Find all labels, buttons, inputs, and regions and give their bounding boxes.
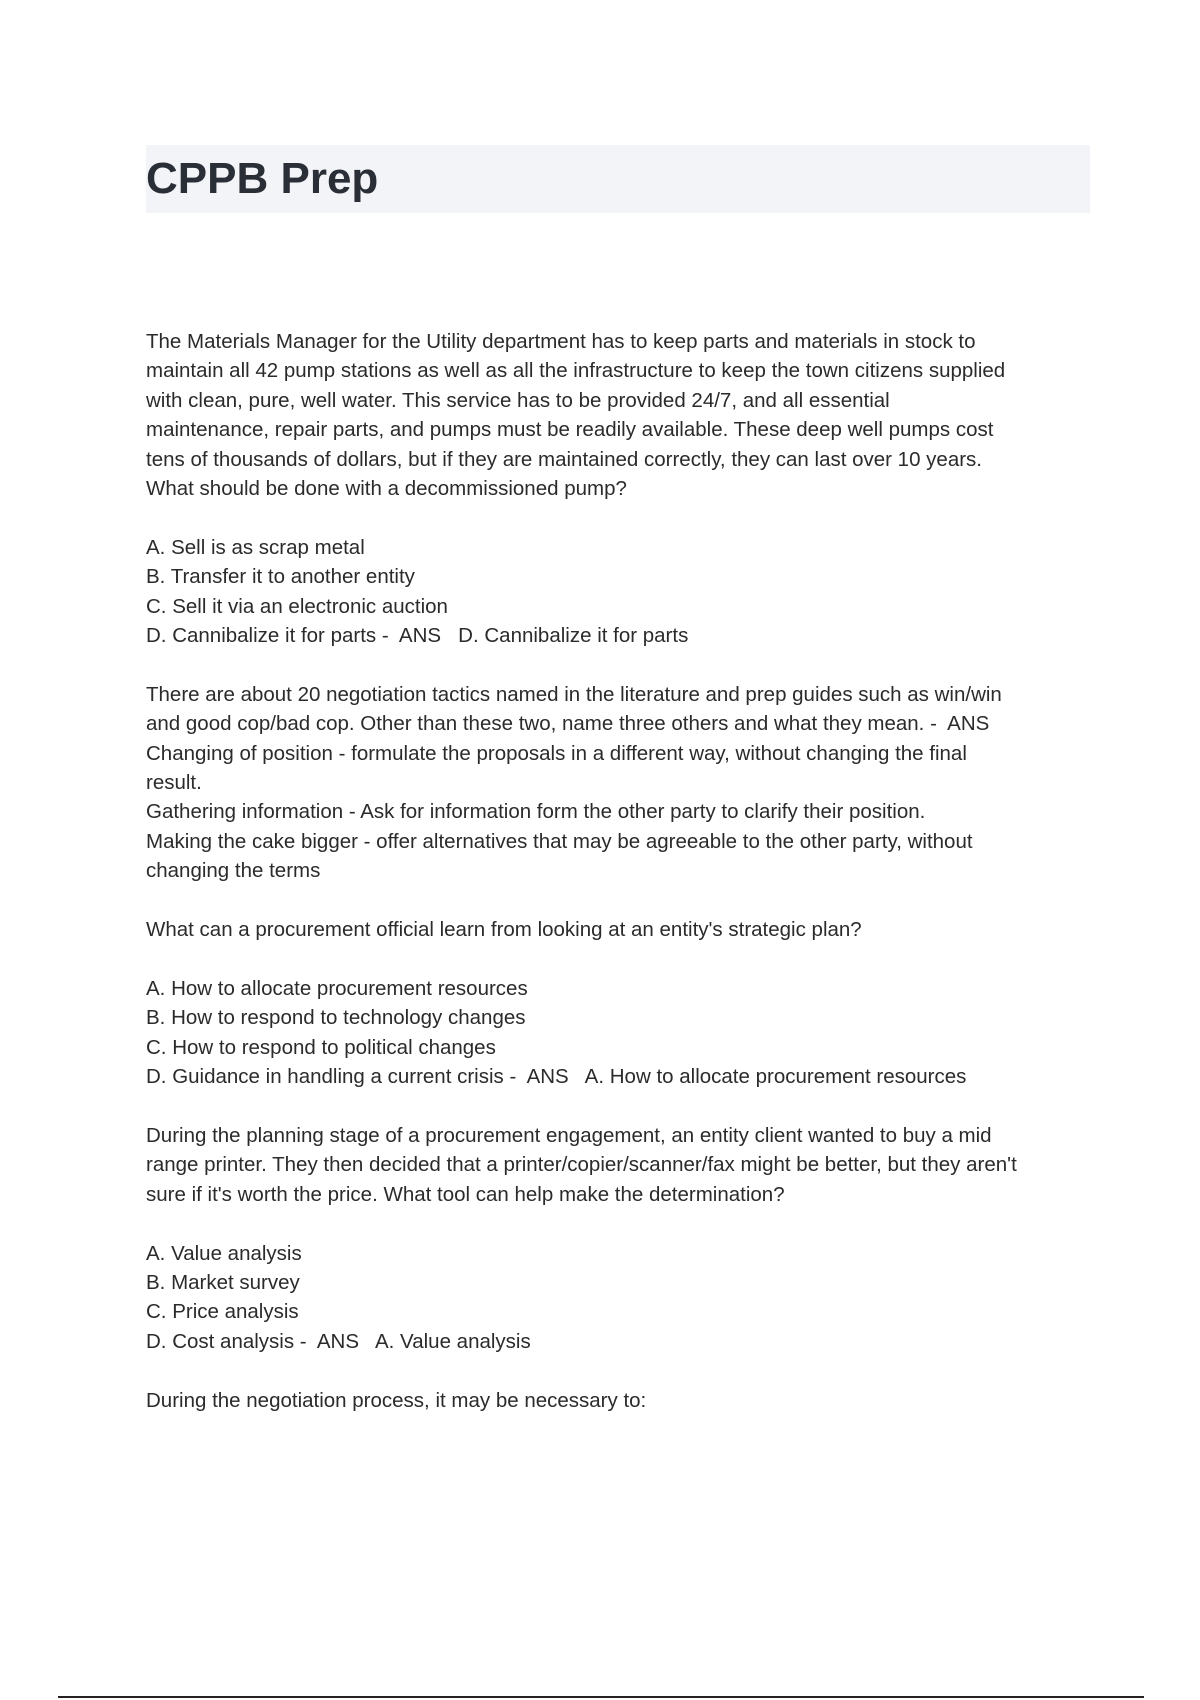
text-line: and good cop/bad cop. Other than these two, name three others and what they mean. - ANS bbox=[146, 712, 990, 736]
text-line: C. Price analysis bbox=[146, 1300, 299, 1324]
text-block bbox=[146, 680, 1096, 886]
text-line: What can a procurement official learn from looking at an entity's strategic plan? bbox=[146, 918, 862, 942]
page-title: CPPB Prep bbox=[146, 154, 379, 203]
text-line: with clean, pure, well water. This service has to be provided 24/7, and all essential bbox=[146, 388, 890, 412]
text-line: During the negotiation process, it may be necessary to: bbox=[146, 1388, 647, 1412]
text-line: D. Cannibalize it for parts - ANS D. Cannibalize it for parts bbox=[146, 624, 689, 648]
title-banner bbox=[146, 145, 1090, 213]
text-block bbox=[146, 974, 1096, 1092]
text-line: What should be done with a decommissioned pump? bbox=[146, 477, 627, 501]
text-line: C. How to respond to political changes bbox=[146, 1035, 496, 1059]
text-line: There are about 20 negotiation tactics named in the literature and prep guides such as win/win bbox=[146, 682, 1002, 706]
text-line: During the planning stage of a procurement engagement, an entity client wanted to buy a mid bbox=[146, 1123, 992, 1147]
text-line: The Materials Manager for the Utility department has to keep parts and materials in stock to bbox=[146, 330, 976, 353]
text-line: Gathering information - Ask for information form the other party to clarify their position. bbox=[146, 800, 926, 824]
text-line: D. Cost analysis - ANS A. Value analysis bbox=[146, 1329, 531, 1353]
text-line: A. Value analysis bbox=[146, 1241, 302, 1265]
text-line: B. How to respond to technology changes bbox=[146, 1006, 526, 1030]
text-line: maintenance, repair parts, and pumps must be readily available. These deep well pumps cost bbox=[146, 418, 994, 442]
text-block bbox=[146, 533, 1096, 651]
text-line: tens of thousands of dollars, but if they are maintained correctly, they can last over 10 years. bbox=[146, 447, 983, 471]
text-line: result. bbox=[146, 771, 202, 795]
text-line: Making the cake bigger - offer alternatives that may be agreeable to the other party, without bbox=[146, 829, 973, 853]
text-line: maintain all 42 pump stations as well as all the infrastructure to keep the town citizens supplied bbox=[146, 359, 1006, 383]
document-body bbox=[146, 327, 1096, 1444]
text-line: B. Transfer it to another entity bbox=[146, 565, 415, 589]
text-line: range printer. They then decided that a printer/copier/scanner/fax might be better, but they aren't bbox=[146, 1153, 1017, 1177]
text-line: B. Market survey bbox=[146, 1270, 300, 1294]
text-block bbox=[146, 327, 1096, 503]
text-line: Changing of position - formulate the proposals in a different way, without changing the final bbox=[146, 741, 967, 765]
text-block bbox=[146, 1386, 1096, 1415]
page-bottom-rule bbox=[58, 1696, 1144, 1698]
text-block bbox=[146, 1239, 1096, 1357]
text-line: sure if it's worth the price. What tool can help make the determination? bbox=[146, 1182, 785, 1206]
text-line: C. Sell it via an electronic auction bbox=[146, 594, 448, 618]
text-line: changing the terms bbox=[146, 859, 321, 883]
text-block bbox=[146, 1121, 1096, 1209]
text-line: A. Sell is as scrap metal bbox=[146, 535, 365, 559]
text-line: A. How to allocate procurement resources bbox=[146, 976, 528, 1000]
text-line: D. Guidance in handling a current crisis - ANS A. How to allocate procurement resources bbox=[146, 1065, 967, 1089]
text-block bbox=[146, 915, 1096, 944]
